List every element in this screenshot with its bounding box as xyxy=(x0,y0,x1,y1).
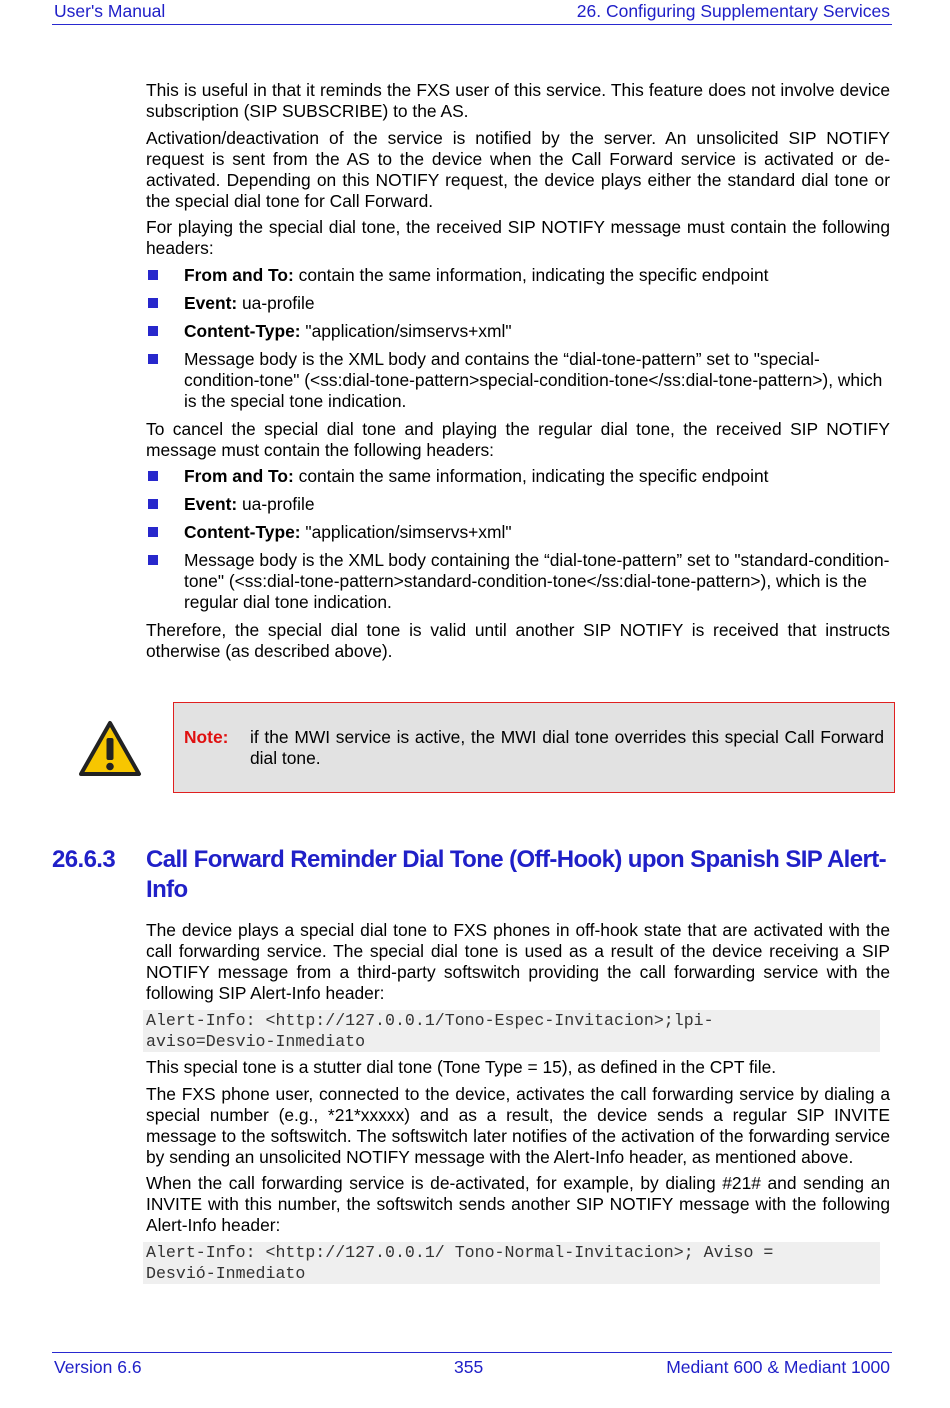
list-item xyxy=(146,466,890,487)
list-item-term: Event: xyxy=(184,494,238,514)
list-item-text: contain the same information, indicating the specific endpoint xyxy=(293,466,769,486)
section-body xyxy=(146,920,890,1289)
list-item-term: From and To: xyxy=(184,466,294,486)
intro-paragraph-2: Activation/deactivation of the service is notified by the server. An unsolicited SIP NOTIFY request is sent from the AS to the device when the Call Forward service is activated or de-activated. Depending on this NOTIFY request, the device plays either the standard dial tone or the special dial tone for Call Forward. xyxy=(146,127,890,211)
bullet-square-icon xyxy=(148,555,158,565)
list-item xyxy=(146,349,890,412)
list-item xyxy=(146,265,890,286)
list-item xyxy=(146,321,890,342)
special-headers-list xyxy=(146,265,890,412)
footer-product: Mediant 600 & Mediant 1000 xyxy=(666,1357,890,1377)
page-header xyxy=(52,0,892,25)
list-item-term: Event: xyxy=(184,292,238,313)
intro-paragraph-3: For playing the special dial tone, the received SIP NOTIFY message must contain the following headers: xyxy=(146,217,890,258)
list-item-text: "application/simservs+xml" xyxy=(300,522,512,542)
bullet-square-icon xyxy=(148,499,158,509)
section-paragraph-3: The FXS phone user, connected to the device, activates the call forwarding service by dialing a special number (e.g., *21*xxxxx) and as a result, the device sends a regular SIP INVITE message to the softswitch. The softswitch later notifies of the activation of the forwarding service by sending an unsolicited NOTIFY message with the Alert-Info header, as mentioned above. xyxy=(146,1083,890,1167)
regular-headers-list xyxy=(146,466,890,613)
bullet-square-icon xyxy=(148,270,158,280)
list-item-text: ua-profile xyxy=(237,494,315,514)
footer-page-number: 355 xyxy=(454,1357,484,1377)
warning-icon xyxy=(78,720,142,778)
note-box xyxy=(173,702,895,793)
page-footer xyxy=(52,1352,892,1383)
section-title: Call Forward Reminder Dial Tone (Off-Hook) upon Spanish SIP Alert-Info xyxy=(146,846,887,903)
list-item-text: Message body is the XML body containing the “dial-tone-pattern” set to "standard-condition-tone" (<ss:dial-tone-pattern>standard-condition-tone</ss:dial-tone-pattern>), which is the regular dial tone indication. xyxy=(184,550,890,612)
list-item-term: Content-Type: xyxy=(184,320,301,341)
list-item-term: Content-Type: xyxy=(184,522,301,542)
cancel-paragraph: To cancel the special dial tone and playing the regular dial tone, the received SIP NOTIFY message must contain the following headers: xyxy=(146,418,890,460)
therefore-paragraph: Therefore, the special dial tone is valid until another SIP NOTIFY is received that instructs otherwise (as described above). xyxy=(146,620,890,661)
list-item-text: Message body is the XML body and contains the “dial-tone-pattern” set to "special-condition-tone" (<ss:dial-tone-pattern>special-condition-tone</ss:dial-tone-pattern>), which is the special tone indication. xyxy=(184,348,883,411)
list-item xyxy=(146,494,890,515)
list-item xyxy=(146,550,890,613)
section-paragraph-2: This special tone is a stutter dial tone (Tone Type = 15), as defined in the CPT file. xyxy=(146,1057,777,1077)
bullet-square-icon xyxy=(148,354,158,364)
code-block-1: Alert-Info: <http://127.0.0.1/Tono-Espec-Invitacion>;lpi- aviso=Desvio-Inmediato xyxy=(143,1010,880,1052)
code-block-2: Alert-Info: <http://127.0.0.1/ Tono-Normal-Invitacion>; Aviso = Desvió-Inmediato xyxy=(143,1242,880,1284)
note-label: Note: xyxy=(184,727,229,747)
list-item-term: From and To: xyxy=(184,264,294,285)
note-block xyxy=(78,702,896,794)
bullet-square-icon xyxy=(148,527,158,537)
bullet-square-icon xyxy=(148,326,158,336)
footer-version: Version 6.6 xyxy=(54,1357,142,1377)
section-number: 26.6.3 xyxy=(52,846,116,873)
note-text: if the MWI service is active, the MWI dial tone overrides this special Call Forward dial tone. xyxy=(250,727,884,768)
list-item xyxy=(146,293,890,314)
list-item-text: contain the same information, indicating the specific endpoint xyxy=(293,264,769,285)
header-manual-title: User's Manual xyxy=(54,1,166,21)
section-paragraph-1: The device plays a special dial tone to FXS phones in off-hook state that are activated with the call forwarding service. The special dial tone is used as a result of the device receiving a SIP NOTIFY message from a third-party softswitch providing the call forwarding service with the following SIP Alert-Info header: xyxy=(146,920,890,1003)
header-chapter-title: 26. Configuring Supplementary Services xyxy=(576,1,890,21)
intro-paragraph-1: This is useful in that it reminds the FXS user of this service. This feature does not involve device subscription (SIP SUBSCRIBE) to the AS. xyxy=(146,80,890,121)
bullet-square-icon xyxy=(148,471,158,481)
list-item xyxy=(146,522,890,543)
list-item-text: ua-profile xyxy=(237,292,315,313)
list-item-text: "application/simservs+xml" xyxy=(300,320,512,341)
section-paragraph-4: When the call forwarding service is de-activated, for example, by dialing #21# and sending an INVITE with this number, the softswitch sends another SIP NOTIFY message with the following Alert-Info header: xyxy=(146,1173,890,1235)
intro-body xyxy=(146,80,890,668)
bullet-square-icon xyxy=(148,298,158,308)
